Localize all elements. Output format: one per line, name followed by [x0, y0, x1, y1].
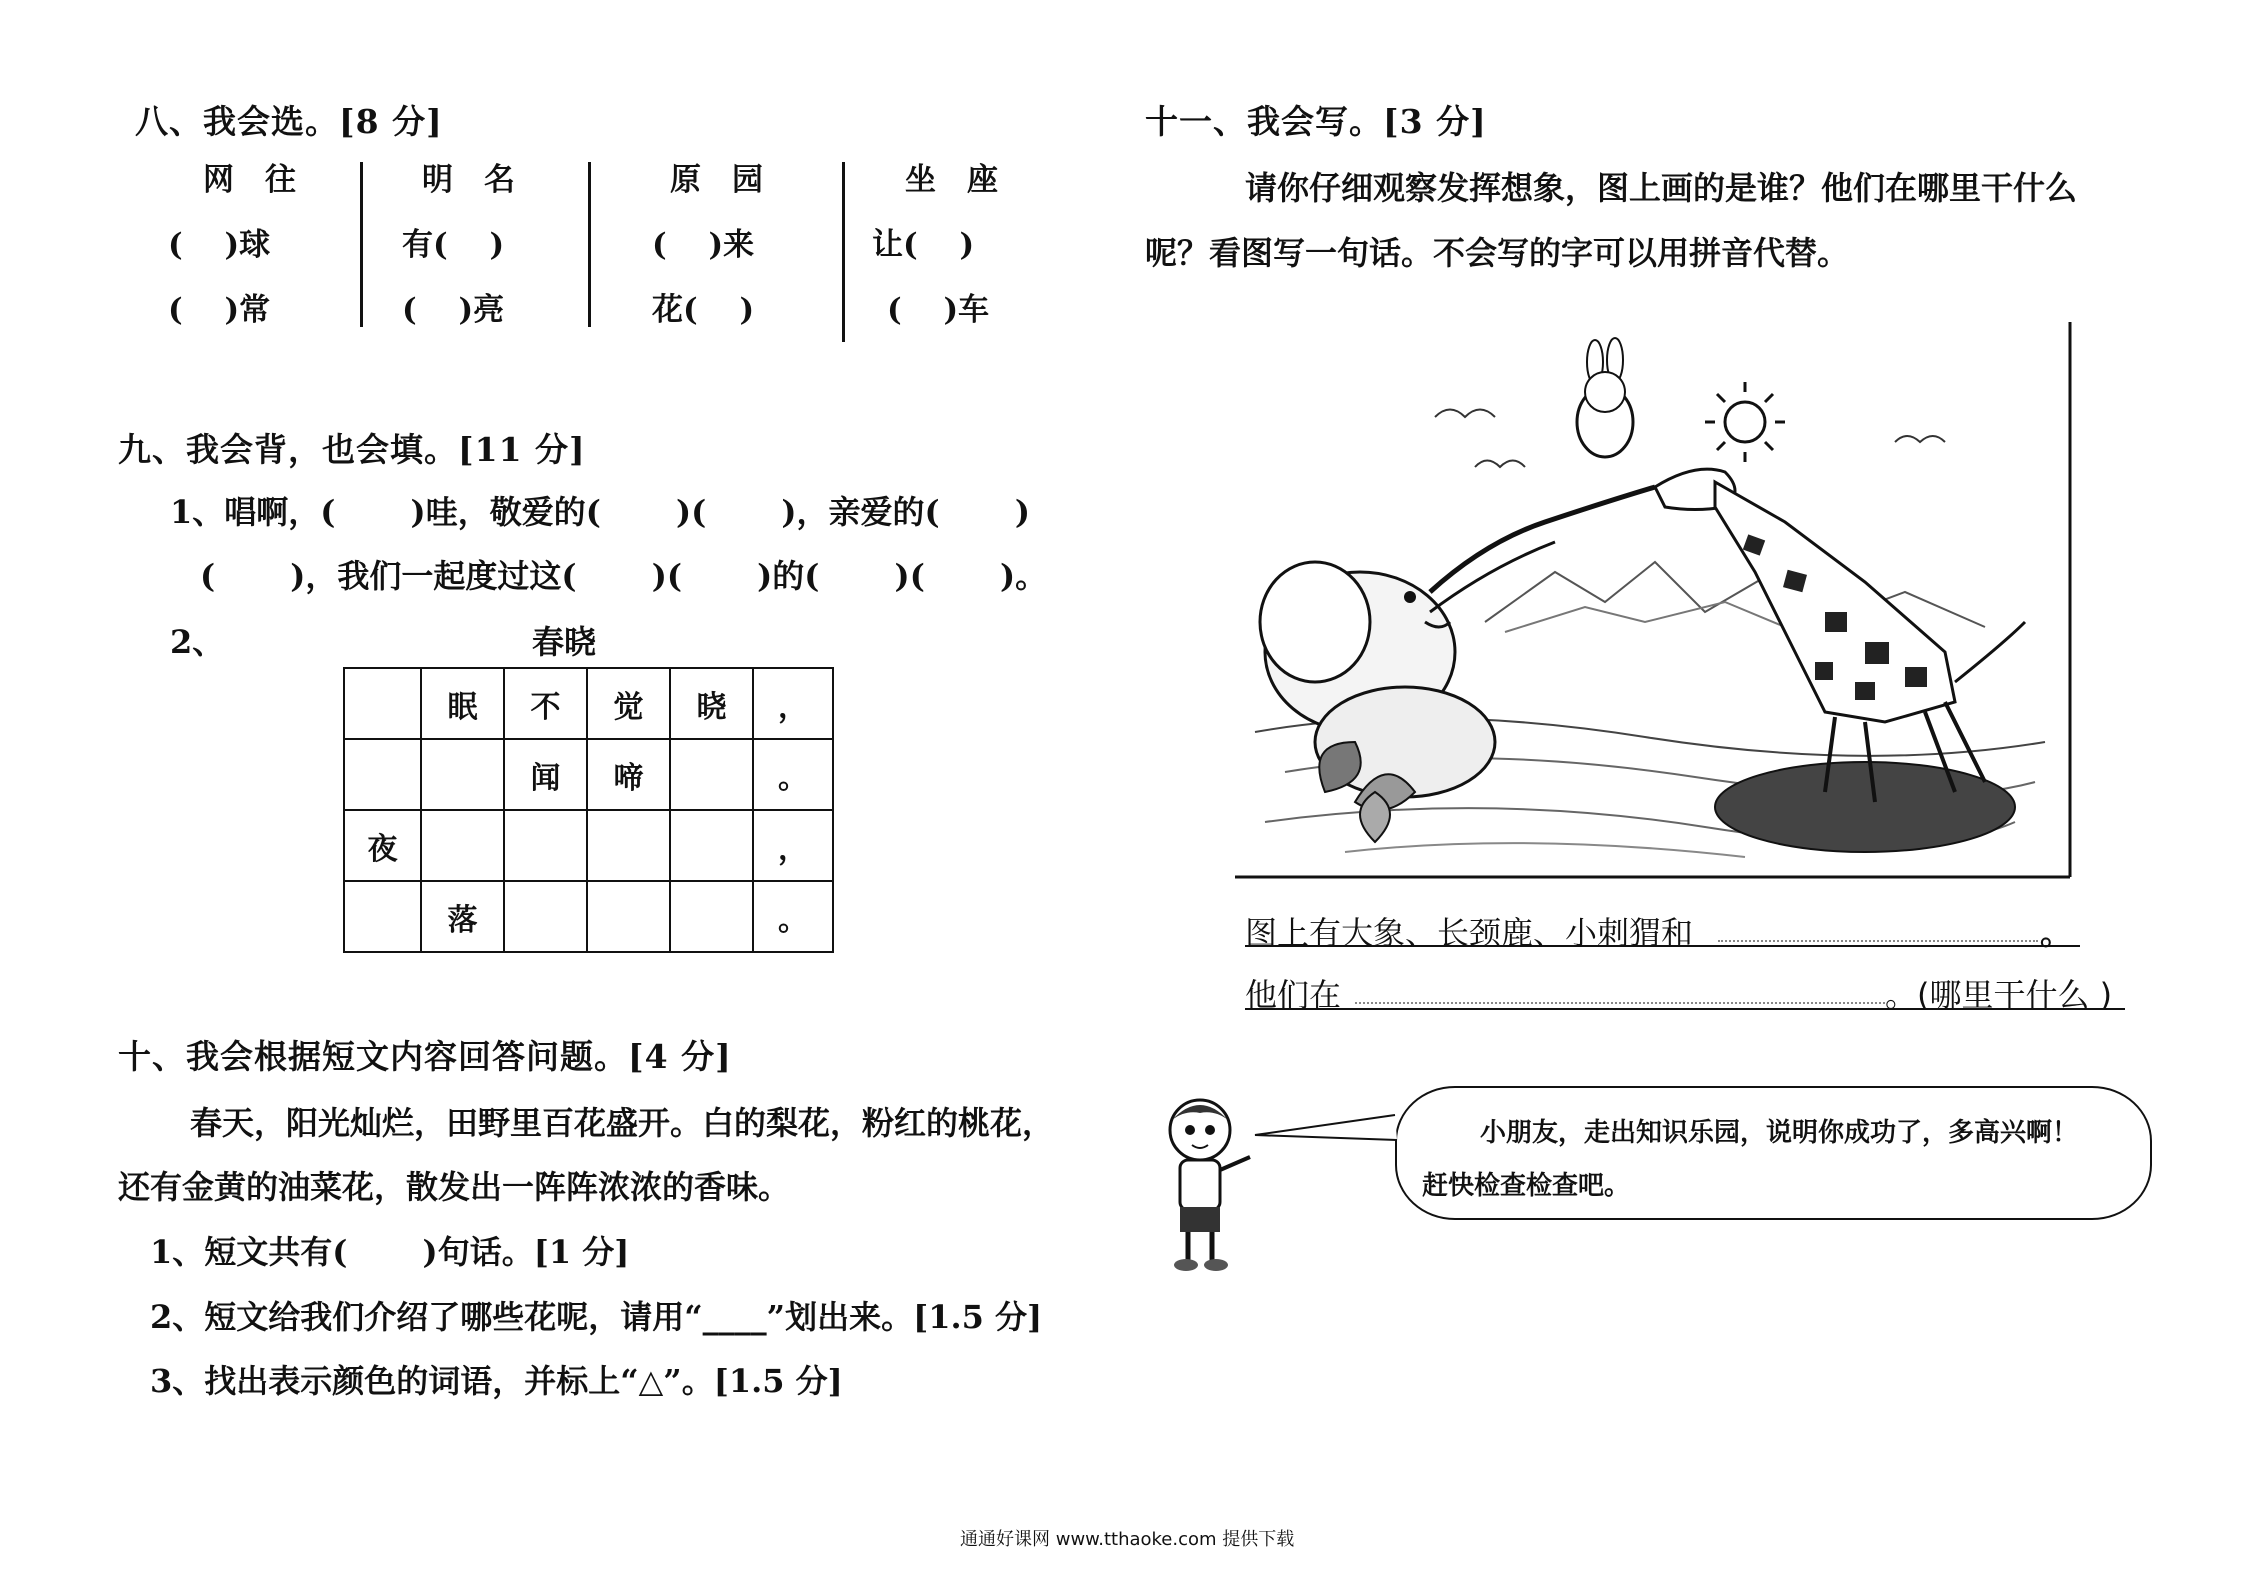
- answer1-underline: [1245, 945, 2080, 947]
- poem-cell[interactable]: [670, 810, 753, 881]
- poem-grid: [343, 667, 834, 953]
- s10-para-line2: 还有金黄的油菜花，散发出一阵阵浓浓的香味。: [118, 1168, 791, 1206]
- poem-cell: 闻: [504, 739, 587, 810]
- s11-answer2-suffix: 。(哪里干什么 ): [1885, 976, 2113, 1014]
- s10-q1: 1、短文共有( )句话。[1 分]: [150, 1233, 630, 1271]
- s11-answer2-prefix: 他们在: [1245, 976, 1342, 1014]
- select-line: ( )车: [887, 292, 990, 328]
- poem-row: [344, 668, 833, 739]
- poem-cell[interactable]: [587, 810, 670, 881]
- answer2-underline: [1245, 1008, 2125, 1010]
- s10-para-line1: 春天，阳光灿烂，田野里百花盛开。白的梨花，粉红的桃花，: [190, 1104, 1055, 1142]
- poem-cell[interactable]: [344, 668, 421, 739]
- s10-q2: 2、短文给我们介绍了哪些花呢，请用“____”划出来。[1.5 分]: [150, 1298, 1043, 1336]
- answer2-blank[interactable]: [1355, 1002, 1885, 1004]
- select-group-3: [652, 155, 763, 350]
- s11-instruction-line1: 请你仔细观察发挥想象，图上画的是谁？他们在哪里干什么: [1245, 169, 2078, 207]
- illustration-svg: [1225, 322, 2075, 882]
- s9-q1-line1: 1、唱啊，( )哇，敬爱的( )( )，亲爱的( ): [170, 493, 1030, 531]
- poem-cell[interactable]: [670, 881, 753, 952]
- poem-cell[interactable]: [587, 881, 670, 952]
- bubble-line2: 赶快检查检查吧。: [1422, 1171, 1631, 1201]
- section-9-title: 九、我会背，也会填。[11 分]: [118, 430, 586, 469]
- boy-cartoon: [1150, 1095, 1260, 1275]
- s9-q1-line2: ( )，我们一起度过这( )( )的( )( )。: [200, 557, 1048, 595]
- poem-title: 春晓: [532, 623, 597, 661]
- poem-cell: 。: [753, 881, 833, 952]
- poem-cell[interactable]: [504, 810, 587, 881]
- poem-cell: ，: [753, 810, 833, 881]
- select-line: 有( ): [402, 227, 505, 263]
- poem-cell[interactable]: [421, 739, 504, 810]
- poem-cell: 晓: [670, 668, 753, 739]
- poem-cell: 不: [504, 668, 587, 739]
- poem-cell[interactable]: [670, 739, 753, 810]
- s11-instruction-line2: 呢？看图写一句话。不会写的字可以用拼音代替。: [1145, 234, 1850, 272]
- s11-answer1-suffix: 。: [2040, 914, 2073, 952]
- poem-row: [344, 810, 833, 881]
- select-pair: 原 园: [670, 162, 763, 198]
- select-line: 花( ): [652, 292, 755, 328]
- poem-cell: ，: [753, 668, 833, 739]
- poem-cell: 落: [421, 881, 504, 952]
- poem-cell: 夜: [344, 810, 421, 881]
- poem-cell[interactable]: [344, 739, 421, 810]
- bubble-tail: [1245, 1110, 1405, 1150]
- poem-cell: 眠: [421, 668, 504, 739]
- select-pair: 网 往: [203, 162, 296, 198]
- section-11-title: 十一、我会写。[3 分]: [1145, 102, 1487, 141]
- poem-cell[interactable]: [504, 881, 587, 952]
- section-8-title: 八、我会选。[8 分]: [135, 102, 443, 141]
- boy-svg: [1150, 1095, 1260, 1275]
- select-group-1: [168, 155, 296, 350]
- select-line: 让( ): [872, 227, 975, 263]
- poem-cell[interactable]: [344, 881, 421, 952]
- poem-cell[interactable]: [421, 810, 504, 881]
- divider: [588, 162, 591, 327]
- select-line: ( )来: [652, 227, 755, 263]
- divider: [360, 162, 363, 327]
- bubble-line1: 小朋友，走出知识乐园，说明你成功了，多高兴啊！: [1480, 1118, 2079, 1148]
- poem-cell: 觉: [587, 668, 670, 739]
- s10-q3: 3、找出表示颜色的词语，并标上“△”。[1.5 分]: [150, 1362, 843, 1400]
- select-line: ( )亮: [402, 292, 505, 328]
- elephant-giraffe-illustration: [1225, 322, 2075, 882]
- poem-cell: 。: [753, 739, 833, 810]
- select-pair: 明 名: [422, 162, 515, 198]
- s9-q2-label: 2、: [170, 623, 225, 661]
- footer-credit: 通通好课网 www.tthaoke.com 提供下载: [960, 1529, 1295, 1550]
- section-10-title: 十、我会根据短文内容回答问题。[4 分]: [118, 1037, 732, 1076]
- s11-answer1-prefix: 图上有大象、长颈鹿、小刺猬和: [1245, 914, 1694, 952]
- poem-cell: 啼: [587, 739, 670, 810]
- divider: [842, 162, 845, 342]
- answer1-blank[interactable]: [1718, 940, 2038, 942]
- select-line: ( )球: [168, 227, 271, 263]
- select-pair: 坐 座: [905, 162, 998, 198]
- select-line: ( )常: [168, 292, 271, 328]
- poem-row: [344, 881, 833, 952]
- select-group-4: [872, 155, 998, 350]
- poem-row: [344, 739, 833, 810]
- select-group-2: [402, 155, 515, 350]
